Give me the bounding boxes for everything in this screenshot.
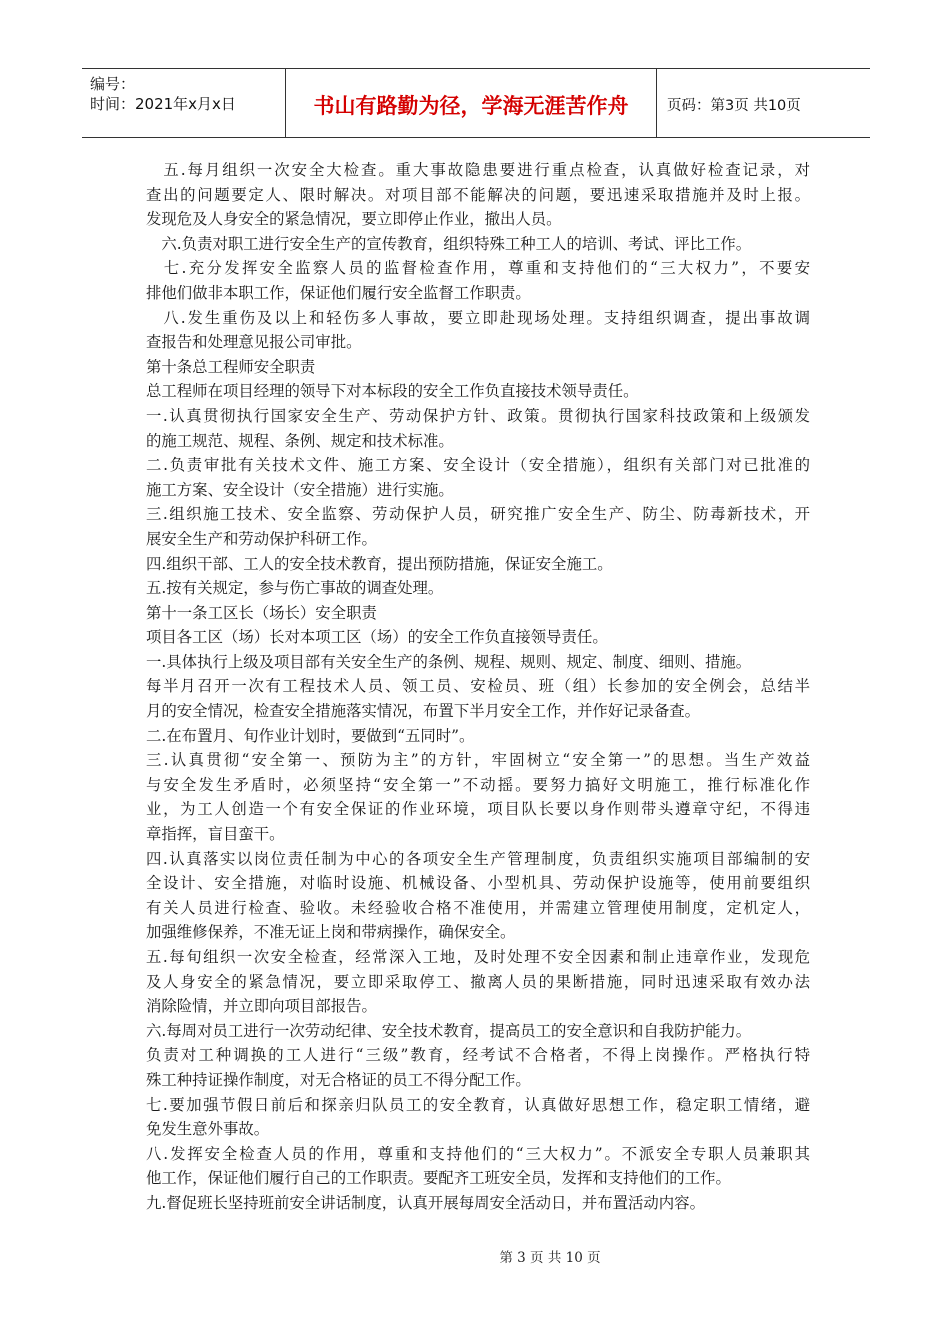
text-line: 五.每月组织一次安全大检查。重大事故隐患要进行重点检查，认真做好检查记录，对 bbox=[146, 161, 810, 179]
text-line: 他工作，保证他们履行自己的工作职责。要配齐工班安全员，发挥和支持他们的工作。 bbox=[146, 1169, 731, 1188]
text-line: 殊工种持证操作制度，对无合格证的员工不得分配工作。 bbox=[146, 1070, 531, 1089]
text-line: 六.负责对职工进行安全生产的宣传教育，组织特殊工种工人的培训、考试、评比工作。 bbox=[146, 234, 752, 253]
text-line: 二.在布置月、旬作业计划时，要做到“五同时”。 bbox=[146, 726, 475, 745]
text-line: 施工方案、安全设计（安全措施）进行实施。 bbox=[146, 480, 454, 499]
text-line: 三.组织施工技术、安全监察、劳动保护人员，研究推广安全生产、防尘、防毒新技术，开 bbox=[146, 505, 810, 524]
text-line: 五.按有关规定，参与伤亡事故的调查处理。 bbox=[146, 579, 444, 598]
document-body bbox=[146, 158, 810, 1216]
text-line: 八.发挥安全检查人员的作用，尊重和支持他们的“三大权力”。不派安全专职人员兼职其 bbox=[146, 1144, 810, 1163]
text-line: 第十一条工区长（场长）安全职责 bbox=[146, 603, 377, 622]
text-line: 总工程师在项目经理的领导下对本标段的安全工作负直接技术领导责任。 bbox=[146, 382, 639, 401]
text-line: 五.每旬组织一次安全检查，经常深入工地，及时处理不安全因素和制止违章作业，发现危 bbox=[146, 948, 810, 966]
text-line: 查报告和处理意见报公司审批。 bbox=[146, 333, 362, 352]
text-line: 展安全生产和劳动保护科研工作。 bbox=[146, 529, 377, 548]
text-line: 消除险情，并立即向项目部报告。 bbox=[146, 997, 377, 1016]
document-date: 时间：2021年x月x日 bbox=[90, 95, 236, 113]
text-line: 二.负责审批有关技术文件、施工方案、安全设计（安全措施），组织有关部门对已批准的 bbox=[146, 456, 810, 475]
text-line: 业，为工人创造一个有安全保证的作业环境，项目队长要以身作则带头遵章守纪，不得违 bbox=[146, 800, 810, 819]
text-line: 加强维修保养，不准无证上岗和带病操作，确保安全。 bbox=[146, 923, 516, 942]
text-line: 三.认真贯彻“安全第一、预防为主”的方针，牢固树立“安全第一”的思想。当生产效益 bbox=[146, 751, 810, 770]
text-line: 负责对工种调换的工人进行“三级”教育，经考试不合格者，不得上岗操作。严格执行特 bbox=[146, 1046, 810, 1065]
text-line: 章指挥，盲目蛮干。 bbox=[146, 825, 285, 844]
page-header bbox=[82, 68, 870, 138]
document-number: 编号： bbox=[90, 75, 136, 93]
text-line: 项目各工区（场）长对本项工区（场）的安全工作负直接领导责任。 bbox=[146, 628, 608, 647]
text-line: 与安全发生矛盾时，必须坚持“安全第一”不动摇。要努力搞好文明施工，推行标准化作 bbox=[146, 775, 810, 794]
text-line: 第十条总工程师安全职责 bbox=[146, 357, 316, 376]
text-line: 六.每周对员工进行一次劳动纪律、安全技术教育，提高员工的安全意识和自我防护能力。 bbox=[146, 1021, 752, 1040]
text-line: 七.充分发挥安全监察人员的监督检查作用，尊重和支持他们的“三大权力”，不要安 bbox=[146, 259, 810, 278]
text-line: 八.发生重伤及以上和轻伤多人事故，要立即赴现场处理。支持组织调查，提出事故调 bbox=[146, 308, 810, 327]
text-line: 查出的问题要定人、限时解决。对项目部不能解决的问题，要迅速采取措施并及时上报。 bbox=[146, 185, 810, 204]
text-line: 全设计、安全措施，对临时设施、机械设备、小型机具、劳动保护设施等，使用前要组织 bbox=[146, 874, 810, 893]
text-line: 九.督促班长坚持班前安全讲话制度，认真开展每周安全活动日，并布置活动内容。 bbox=[146, 1193, 705, 1212]
text-line: 月的安全情况，检查安全措施落实情况，布置下半月安全工作，并作好记录备查。 bbox=[146, 702, 701, 721]
text-line: 发现危及人身安全的紧急情况，要立即停止作业，撤出人员。 bbox=[146, 210, 562, 229]
text-line: 四.组织干部、工人的安全技术教育，提出预防措施，保证安全施工。 bbox=[146, 554, 613, 573]
text-line: 的施工规范、规程、条例、规定和技术标准。 bbox=[146, 431, 454, 450]
page-footer: 第 3 页 共 10 页 bbox=[499, 1250, 601, 1266]
text-line: 七.要加强节假日前后和探亲归队员工的安全教育，认真做好思想工作，稳定职工情绪，避 bbox=[146, 1095, 810, 1114]
text-line: 免发生意外事故。 bbox=[146, 1120, 270, 1139]
text-line: 排他们做非本职工作，保证他们履行安全监督工作职责。 bbox=[146, 283, 531, 302]
header-page-info: 页码：第3页 共10页 bbox=[667, 97, 801, 114]
header-motto: 书山有路勤为径，学海无涯苦作舟 bbox=[285, 69, 657, 137]
text-line: 一.具体执行上级及项目部有关安全生产的条例、规程、规则、规定、制度、细则、措施。 bbox=[146, 652, 752, 671]
text-line: 一.认真贯彻执行国家安全生产、劳动保护方针、政策。贯彻执行国家科技政策和上级颁发 bbox=[146, 406, 810, 425]
header-meta bbox=[82, 69, 285, 137]
text-line: 四.认真落实以岗位责任制为中心的各项安全生产管理制度，负责组织实施项目部编制的安 bbox=[146, 849, 810, 868]
text-line: 及人身安全的紧急情况，要立即采取停工、撤离人员的果断措施，同时迅速采取有效办法 bbox=[146, 972, 810, 991]
text-line: 有关人员进行检查、验收。未经验收合格不准使用，并需建立管理使用制度，定机定人， bbox=[146, 898, 810, 917]
text-line: 每半月召开一次有工程技术人员、领工员、安检员、班（组）长参加的安全例会，总结半 bbox=[146, 677, 810, 696]
